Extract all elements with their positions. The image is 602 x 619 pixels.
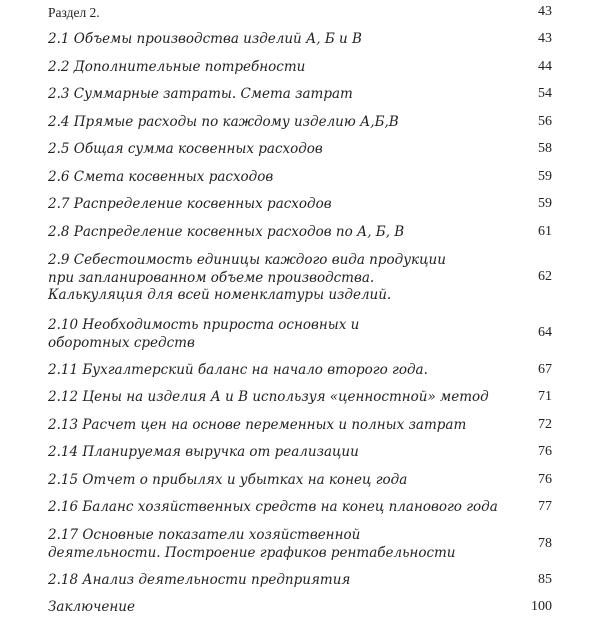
toc-entry-page: 67: [538, 362, 552, 377]
toc-entry-title: 2.15 Отчет о прибылях и убытках на конец года: [48, 472, 408, 488]
toc-entry-title: 2.4 Прямые расходы по каждому изделию А,Б,В: [48, 114, 399, 130]
toc-entry-page: 76: [538, 444, 552, 459]
toc-entry-page: 85: [538, 572, 552, 587]
toc-entry-page: 100: [531, 599, 552, 614]
toc-entry-page: 61: [538, 224, 552, 239]
toc-entry-page: 54: [538, 86, 552, 101]
toc-entry-title: 2.5 Общая сумма косвенных расходов: [48, 141, 323, 157]
toc-entry-title: 2.17 Основные показатели хозяйственной деятельности. Построение графиков рентабельности: [48, 527, 456, 561]
toc-entry-page: 43: [538, 31, 552, 46]
toc-entry-title: 2.18 Анализ деятельности предприятия: [48, 572, 351, 588]
toc-entry-page: 59: [538, 196, 552, 211]
toc-entry-title: 2.6 Смета косвенных расходов: [48, 169, 274, 185]
toc-entry-title: 2.7 Распределение косвенных расходов: [48, 196, 332, 212]
toc-entry-title: Заключение: [48, 599, 135, 615]
toc-entry-page: 71: [538, 389, 552, 404]
toc-entry-title: 2.1 Объемы производства изделий А, Б и В: [48, 31, 362, 47]
toc-entry-page: 58: [538, 141, 552, 156]
toc-entry-title: 2.10 Необходимость прироста основных и оборотных средств: [48, 317, 360, 351]
toc-entry-title: 2.8 Распределение косвенных расходов по А, Б, В: [48, 224, 405, 240]
toc-entry-page: 43: [538, 4, 552, 19]
toc-entry-page: 77: [538, 499, 552, 514]
toc-entry-page: 64: [538, 325, 552, 340]
toc-entry-page: 76: [538, 472, 552, 487]
toc-entry-page: 56: [538, 114, 552, 129]
toc-entry-title: 2.14 Планируемая выручка от реализации: [48, 444, 359, 460]
toc-entry-title: 2.12 Цены на изделия А и В используя «ценностной» метод: [48, 389, 489, 405]
toc-entry-title: 2.16 Баланс хозяйственных средств на конец планового года: [48, 499, 498, 515]
toc-entry-title: Раздел 2.: [48, 5, 100, 20]
toc-entry-page: 59: [538, 169, 552, 184]
toc-entry-title: 2.9 Себестоимость единицы каждого вида продукции при запланированном объеме производства. Калькуляция для всей номенклатуры изделий.: [48, 252, 446, 303]
toc-entry-page: 62: [538, 269, 552, 284]
toc-entry-title: 2.11 Бухгалтерский баланс на начало второго года.: [48, 362, 428, 378]
toc-entry-page: 78: [538, 536, 552, 551]
toc-entry-title: 2.13 Расчет цен на основе переменных и полных затрат: [48, 417, 467, 433]
toc-entry-page: 72: [538, 417, 552, 432]
toc-entry-title: 2.3 Суммарные затраты. Смета затрат: [48, 86, 353, 102]
toc-entry-page: 44: [538, 59, 552, 74]
toc-entry-title: 2.2 Дополнительные потребности: [48, 59, 306, 75]
